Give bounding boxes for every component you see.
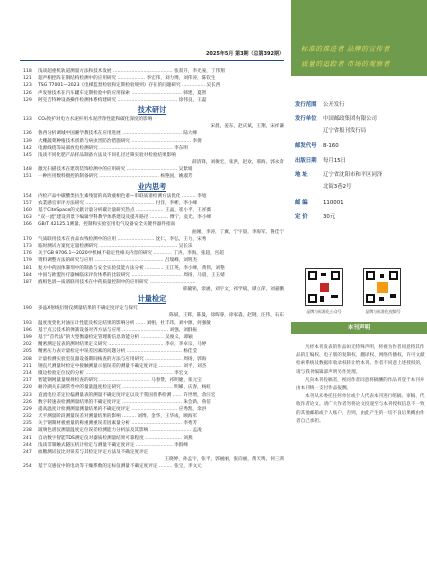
toc-page-number: 136 [23, 131, 32, 137]
toc-title: 关于GB 9706.1—2020中机械不稳定性相关内容的研究 ………… 丁涛，李海，张超，宫超 [38, 251, 224, 257]
publication-info-value: 30元 [323, 214, 336, 220]
toc-entry [20, 356, 284, 363]
toc-entry [20, 166, 284, 173]
toc-authors [20, 229, 284, 236]
toc-title: 耐冷湖关东湖常寿中的量量温度检定研究 …………………………… 明娣，庆春，杨虹 [38, 385, 211, 391]
toc-title: 内检产品中碳酸类抗生素残留的高效液相色谱—串联质谱检测方法优化 ……… 李旭 [38, 193, 207, 199]
publication-info-value: 每月15日 [323, 158, 347, 164]
toc-page-number: 190 [23, 306, 32, 312]
toc-entry [20, 363, 284, 370]
toc-title: 关于钢制材板重量的称重测重误差因素量分析 …………………………… 李秀芳 [38, 421, 198, 427]
statement-paragraph: 凡向本刊投稿者，视同作者同意将稿酬的作品刊登于本刊并由本刊统一支付作品报酬。 [296, 377, 425, 392]
toc-page-number: 235 [23, 421, 32, 427]
toc-author-names: 陈斌，王辉，陈曼，徐晖睿，徐家淼，赵钢，汪伟，石东 [169, 313, 284, 319]
toc-entry [20, 68, 284, 75]
toc-entry [20, 82, 284, 89]
toc-title: 液相色谱—质谱联用技术在中药质量控制中的应用研究 ………………………… [38, 279, 196, 285]
toc-page-number: 163 [23, 215, 32, 221]
toc-title: 基于交感仪中的电动等干燥系数的定标仪测量不确定度评定 ……… 张宝，李文元 [38, 464, 202, 470]
toc-page-number: 187 [23, 279, 32, 285]
toc-title: 基于点云技术的弹簧设备对齐方法与应用 ………………………… 刘强，刘群振 [38, 327, 198, 333]
toc-page-number: 123 [23, 83, 32, 89]
toc-page-number: 133 [23, 116, 32, 122]
toc-author-names: 薛清锋，刘俊宏，张洪，赵欢，邢海，郭永奇 [192, 160, 284, 166]
toc-authors [20, 286, 284, 293]
toc-page-number: 202 [23, 342, 32, 348]
toc-entry [20, 250, 284, 257]
section-heading-label: 计量检定 [137, 294, 167, 304]
issue-line: 2025年5月 第3期（总第392期） [205, 51, 284, 57]
wechat-account-qr-code [305, 268, 343, 306]
toc-page-number: 196 [23, 327, 32, 333]
toc-title: 资料调整方法的研究与应用 ……………………………………… 吕瑞峰，刘明杰 [38, 258, 198, 264]
statement-title: 本刊声明 [291, 322, 427, 334]
toc-title: 一种医用数料摄控的制备研究 ………………………………… 杨艳国，姚淑芳 [38, 174, 193, 180]
toc-page-number: 151 [23, 174, 32, 180]
toc-page-number: 254 [23, 464, 32, 470]
toc-entry [20, 377, 284, 384]
publication-info-value: 北街3巷2号 [323, 184, 352, 190]
publication-info-value: 8-160 [323, 143, 339, 149]
toc-title: 临时测试方案化定量检测研究 …………………………………………… 吴长乐 [38, 243, 193, 249]
publication-info-row [295, 198, 344, 206]
toc-title: 鲁西分析调城中国湘学教技术在应用进展 ………………………………… 陆大峰 [38, 131, 198, 137]
toc-authors [20, 456, 284, 463]
toc-entry [20, 138, 284, 145]
toc-title: 计量检测实验室仪器设备期间核查的方法与应用研究 …………………… 周扬，郭海 [38, 356, 207, 362]
toc-title: 自动数字智能TDS测定仪对器质检测量结果可靠程度 …………………… 刘燕 [38, 435, 193, 441]
section-heading [20, 104, 284, 116]
statement-text [296, 344, 426, 426]
toc-page-number: 160 [23, 208, 32, 213]
toc-page-number: 226 [23, 399, 32, 405]
toc-title: 超声相控阵在钢结构检测中的应用研究 ……………… 李宏伟，刘力博，刘伟涛，陈钦生 [38, 76, 216, 82]
publication-info-key: 发行单位 [295, 116, 317, 122]
toc-entry [20, 406, 284, 413]
toc-title: “双一流”建设背景下编辑学科教学体系建设及提升路径 ………… 傅宁，袁光，李小峰 [38, 215, 212, 221]
toc-title: 微边检验定位仪的分析 ………………………………………………… 李宏文 [38, 370, 188, 376]
toc-entry [20, 130, 284, 137]
toc-entry [20, 305, 284, 312]
publication-info-row [295, 126, 366, 134]
publication-info-row [295, 212, 335, 220]
publication-info-key: 定 价 [295, 214, 308, 220]
toc-page-number: 173 [23, 243, 32, 249]
section-heading-label: 业内思考 [137, 181, 167, 191]
section-heading-label: 技术研讨 [137, 104, 167, 114]
toc-page-number: 238 [23, 428, 32, 434]
toc-entry [20, 193, 284, 200]
publication-info-row [295, 170, 382, 178]
toc-page-number: 170 [23, 236, 32, 242]
toc-title: 钢直尺测量时检定中接触测量示值误差的测量不确定度评定 …………… 刘平，刘杰 [38, 363, 207, 369]
toc-title: 提高温度计检测测量测量结果的不确定度评定 ………………………… 应秀凯，余洪 [38, 406, 207, 412]
toc-entry [20, 449, 284, 456]
toc-title: 浅谈不同化肥产品样品制备方法及不同孔径过筛实验对检验结果影响 [38, 152, 176, 158]
toc-entry [20, 75, 284, 82]
statement-paragraph: 本刊从未委托任何单位或个人代表本刊进行组稿、审稿、代收作者论文。请广大作者勿将论文投递至与本刊授权信息不一致的其他邮箱或个人账户，否则，由此产生的一切不良后果概由作者自己承担。 [296, 394, 425, 424]
toc-page-number: 217 [23, 378, 32, 384]
toc-page-number: 208 [23, 356, 32, 362]
toc-list [20, 68, 284, 471]
toc-page-number: 184 [23, 272, 32, 278]
toc-title: TSG T7001—2023《电梯监督检验和定期检验规则》存在的问题研究 …………… 吴长西 [38, 83, 221, 89]
toc-title: 浅谈超重机轨道测量方法和技术发展 ………………………………… 张叔升，李光豪，丁伟翔 [38, 69, 225, 74]
toc-entry [20, 348, 284, 355]
toc-entry [20, 200, 284, 207]
toc-entry [20, 420, 284, 427]
toc-entry [20, 392, 284, 399]
slogan-banner [291, 0, 427, 76]
toc-authors [20, 123, 284, 130]
toc-page-number: 145 [23, 152, 32, 158]
toc-entry [20, 214, 284, 221]
toc-entry [20, 173, 284, 180]
toc-entry [20, 370, 284, 377]
toc-entry [20, 207, 284, 214]
toc-page-number: 220 [23, 385, 32, 391]
toc-title: 多晶X射线衍射仪测量结果的不确定度评定与探究 [38, 306, 138, 312]
toc-title: 电源线绕等局部放电检测研究 ………………………………………… 李东明 [38, 145, 188, 151]
toc-page-number: 232 [23, 414, 32, 420]
publication-info-row [295, 141, 339, 149]
publication-info-row [295, 182, 351, 190]
toc-entry [20, 279, 284, 286]
toc-entry [20, 320, 284, 327]
toc-page-number: 244 [23, 442, 32, 448]
toc-entry [20, 116, 284, 123]
toc-page-number: 211 [23, 363, 32, 369]
toc-entry [20, 442, 284, 449]
toc-title: 基于CiteSpace的文献计量分析碳计量研究热点 ……………… 王晶，崔小平，王祥薇 [38, 208, 212, 213]
toc-entry [20, 272, 284, 279]
toc-page-number: 223 [23, 392, 32, 398]
slogan-line-2: 质量的追踪者 市场的观察者 [301, 60, 391, 68]
toc-entry [20, 243, 284, 250]
statement-paragraph: 凡经本刊发表的作品如无特殊声明，将视为作者同意将其作品的汇编权、电子版的复制权、翻译权、网络传播权、许可文献检索系统及数据库收录权转让给本刊。作者不同意上述授权的，请与我刊编辑部声明另作处理。 [296, 345, 425, 375]
toc-title: 阿克吉特种设备操作检测体系构建研究 ………………………………… 徐伟良，王磊 [38, 97, 207, 103]
toc-page-number: 142 [23, 145, 32, 151]
toc-author-names: 邢毓铭，余涵，刘宇文，祁学斌，谭立萍，刘嘉鹏 [182, 287, 284, 293]
toc-title: 温度度变化对油压计性能及校定结果的影响分析 …… 刘栩，杜丰玮，刘中源，何强敏 [38, 320, 211, 326]
toc-entry [20, 435, 284, 442]
toc-author-names: 宋晨，姜东，赵庆斌，王翔，宋祥谦 [210, 124, 284, 130]
toc-title: 天平测量阶段测量误差对测量结果的影响 ……… 刘博，金华，王华成，顾海军 [38, 414, 198, 420]
publication-info-key: 邮 编 [295, 200, 308, 206]
toc-page-number: 129 [23, 97, 32, 103]
publication-info-key: 出版日期 [295, 158, 317, 164]
toc-page-number: 154 [23, 193, 32, 199]
toc-entry [20, 257, 284, 264]
toc-author-names: 曲刚，李涛，丁翼，宁宇晨，李海军，鲁佳宁 [192, 229, 284, 235]
toc-authors [20, 159, 284, 166]
toc-title: 浅谈非制触式隧压机计检定与测量不确定度评定 …………………… 李群峰 [38, 442, 188, 448]
toc-title: 农業感官审评方法研究 ……………………………………… 付洋，李彬，李小峰 [38, 200, 198, 206]
publication-info-key: 地 址 [295, 172, 308, 178]
toc-page-number: 193 [23, 320, 32, 326]
toc-entry [20, 341, 284, 348]
toc-entry [20, 413, 284, 420]
toc-page-number: 121 [23, 76, 32, 82]
toc-entry [20, 463, 284, 470]
toc-page-number: 181 [23, 265, 32, 271]
toc-title: 直流电位差定位偏测量表的测量不确定度评定以及于我国普系检测 …… 许世增，余汪宏 [38, 392, 216, 398]
toc-title: 大棚蔬菜种植技术创新与病虫害防治措施研究 ………………………………… 李倩 [38, 138, 202, 144]
video-account-qr-code [363, 268, 401, 306]
toc-entry [20, 265, 284, 272]
publication-info-key: 邮发代号 [295, 143, 317, 149]
toc-title: 玻璃色谱仪测量温度定位误差检测能力分析法及其影响 ……………………… 孟凌 [38, 428, 202, 434]
toc-page-number: 118 [23, 69, 32, 74]
toc-entry [20, 399, 284, 406]
section-heading [20, 293, 284, 305]
toc-title: CO₂致护对电力水泥杆用水泥浮净性能和碳化深度的影响 [38, 116, 153, 122]
publication-info-value: 公开发行 [323, 102, 345, 108]
toc-entry [20, 427, 284, 434]
toc-title: 精密压力表计量检定中误差因素的问题分析 ……………………………… 杨佳莹 [38, 349, 198, 355]
toc-title: 基于“首代法”的大型衡器检定管理新信息效能分析 …………… 吴俊义，谭颖 [38, 335, 193, 340]
toc-entry [20, 90, 284, 97]
toc-page-number: 214 [23, 370, 32, 376]
toc-author-names: 王晓婷，孙孟宇，张平，郭丽丽，张向丽，黄天鸣，何三鸿 [164, 457, 284, 463]
publication-info-value: 辽宁省沈阳市和平区同泽 [323, 172, 383, 178]
toc-page-number: 179 [23, 258, 32, 264]
toc-page-number: 176 [23, 251, 32, 257]
toc-entry [20, 327, 284, 334]
header-rule [20, 60, 284, 61]
toc-entry [20, 152, 284, 159]
toc-title: 气质联用技术在食品农残检测中的应用 …………………… 沈仁，李弘，王力，宋秀 [38, 236, 207, 242]
publication-info-value: 中国邮政集团有限公司 [323, 116, 377, 122]
publication-info-row [295, 156, 346, 164]
toc-page-number: 126 [23, 90, 32, 96]
toc-page-number: 157 [23, 200, 32, 206]
toc-page-number: 241 [23, 435, 32, 441]
toc-page-number: 148 [23, 167, 32, 173]
publication-info-value: 110001 [323, 200, 344, 206]
toc-title: 智能钢网量量规规检查的研究 …………………………… 马春赞，祁明婕，张元宝 [38, 378, 202, 384]
publication-info-row [295, 100, 345, 108]
toc-page-number: 229 [23, 406, 32, 412]
toc-title: 精密测定仪表的测时结果定义研究 ……………………………… 李卓，李卓宗，马婷 [38, 342, 207, 348]
publication-info-key: 发行范围 [295, 102, 317, 108]
toc-entry [20, 334, 284, 341]
toc-title: 声发射技术在汽车罐车定期检验中的应用探索 …………………………… 韩建，夏智 [38, 90, 207, 96]
toc-entry [20, 221, 284, 228]
toc-page-number: 139 [23, 138, 32, 144]
toc-title: GB/T 42125.1测量、控制和实验室用电气设备安全关键件器件指南 [38, 222, 176, 228]
publication-info-value: 辽宁省报刊发行局 [323, 128, 367, 134]
publication-info-row [295, 114, 377, 122]
toc-title: 中国与欧盟医疗器械临床评价体系的比较研究 …………………………… 周扬，马晨，王玉婧 [38, 272, 225, 278]
qr-caption-2: 品牌与标准化视频号 [365, 309, 401, 314]
toc-page-number: 199 [23, 335, 32, 340]
toc-entry [20, 384, 284, 391]
toc-page-number: 205 [23, 349, 32, 355]
toc-authors [20, 312, 284, 319]
toc-page-number: 166 [23, 222, 32, 228]
toc-title: 数字转速表检测测量结果的不确定度评定 ………………………………… 朱会新，鲁倍 [38, 399, 211, 405]
section-heading [20, 181, 284, 193]
toc-entry [20, 236, 284, 243]
toc-title: 复方中药固体制剂中的制备与安全实验技能方法分析 ………… 王江英，李小峰，黄伟，刘艳 [38, 265, 225, 271]
toc-title: 激光扫描技术在建筑装饰检测中的应用研究 …………………………… 吴紫娟 [38, 167, 193, 173]
slogan-line-1: 标准的推进者 品牌的宣传者 [301, 45, 391, 53]
toc-entry [20, 145, 284, 152]
toc-entry [20, 97, 284, 104]
toc-title: 血糖测试仪比对误差与其检定评定方法及不确定度评定 [38, 450, 149, 455]
toc-page-number: 247 [23, 450, 32, 455]
qr-caption-1: 品牌与标准化公众号 [306, 309, 342, 314]
